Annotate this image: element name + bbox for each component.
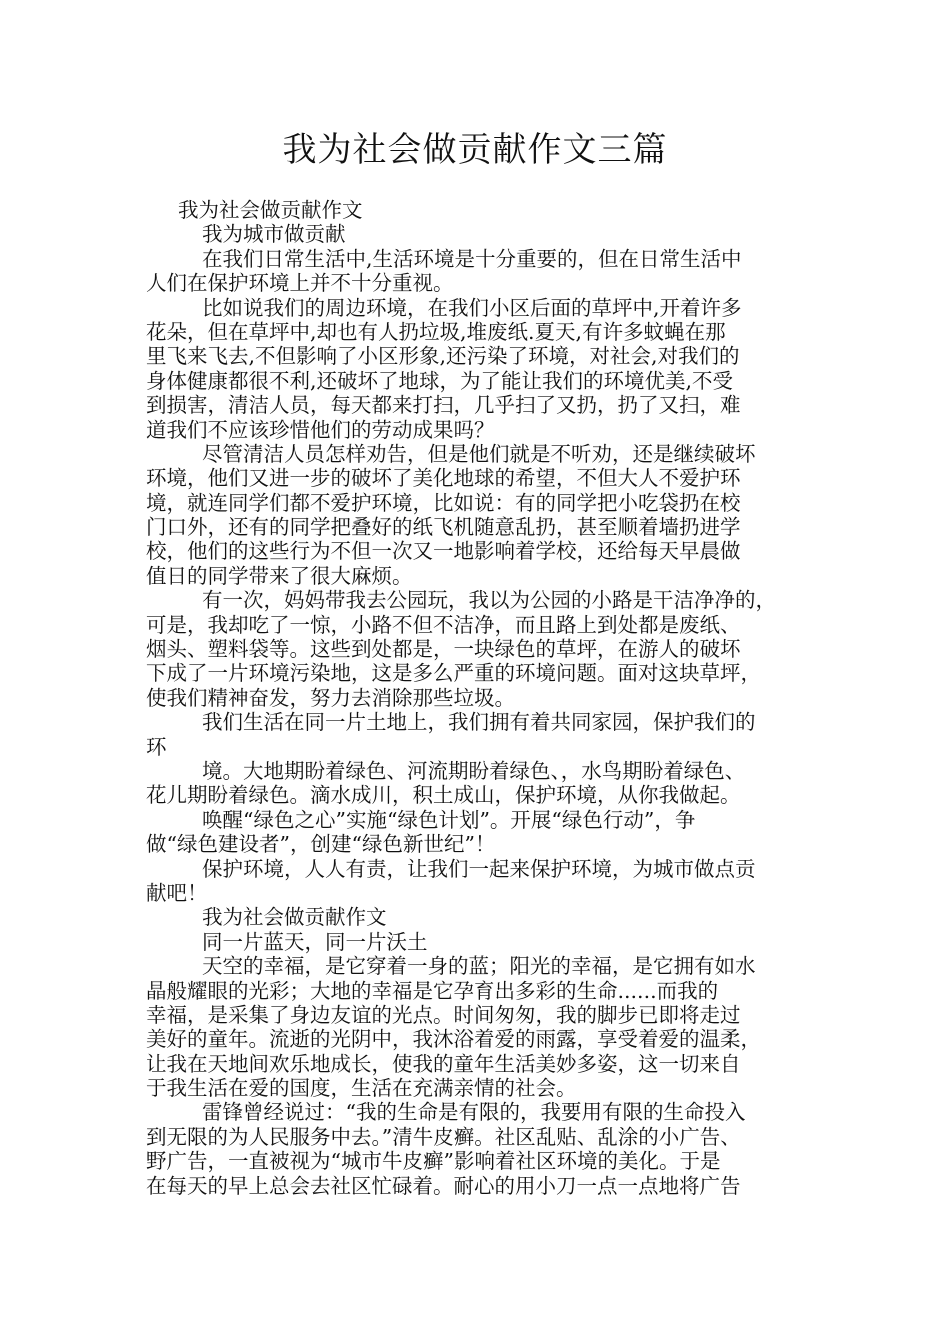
text-line: 花朵，但在草坪中,却也有人扔垃圾,堆废纸.夏天,有许多蚊蝇在那: [146, 319, 726, 344]
text-line: 人们在保护环境上并不十分重视。: [146, 271, 454, 296]
text-line: 里飞来飞去,不但影响了小区形象,还污染了环境，对社会,对我们的: [146, 344, 740, 369]
document-body: [146, 198, 810, 1198]
text-line: 环境，他们又进一步的破坏了美化地球的希望，不但大人不爱护环: [146, 466, 741, 491]
text-line: 境。大地期盼着绿色、河流期盼着绿色、，水鸟期盼着绿色、: [202, 758, 746, 783]
text-line: 烟头、塑料袋等。这些到处都是，一块绿色的草坪，在游人的破坏: [146, 637, 741, 662]
text-line: 境，就连同学们都不爱护环境，比如说：有的同学把小吃袋扔在校: [146, 490, 741, 515]
text-line: 比如说我们的周边环境，在我们小区后面的草坪中,开着许多: [202, 295, 742, 320]
text-line: 有一次，妈妈带我去公园玩，我以为公园的小路是干洁净净的，: [202, 588, 776, 613]
text-line: 美好的童年。流逝的光阴中，我沐浴着爱的雨露，享受着爱的温柔，: [146, 1027, 761, 1052]
text-line: 我为社会做贡献作文: [202, 905, 387, 930]
text-line: 值日的同学带来了很大麻烦。: [146, 563, 413, 588]
text-line: 天空的幸福，是它穿着一身的蓝；阳光的幸福，是它拥有如水: [202, 954, 756, 979]
document-title: 我为社会做贡献作文三篇: [282, 130, 668, 170]
text-line: 晶般耀眼的光彩；大地的幸福是它孕育出多彩的生命......而我的: [146, 978, 719, 1003]
text-line: 做“绿色建设者”，创建“绿色新世纪”！: [146, 832, 496, 857]
text-line: 雷锋曾经说过：“我的生命是有限的，我要用有限的生命投入: [202, 1100, 746, 1125]
text-line: 身体健康都很不利,还破坏了地球，为了能让我们的环境优美,不受: [146, 368, 734, 393]
text-line: 使我们精神奋发，努力去消除那些垃圾。: [146, 685, 515, 710]
text-line: 下成了一片环境污染地，这是多么严重的环境问题。面对这块草坪，: [146, 661, 761, 686]
text-line: 到损害，清洁人员，每天都来打扫，几乎扫了又扔，扔了又扫，难: [146, 393, 741, 418]
text-line: 保护环境，人人有责，让我们一起来保护环境，为城市做点贡: [202, 856, 756, 881]
text-line: 到无限的为人民服务中去。”清牛皮癣。社区乱贴、乱涂的小广告、: [146, 1124, 741, 1149]
text-line: 环: [146, 734, 167, 759]
text-line: 我为城市做贡献: [202, 222, 346, 247]
text-line: 我们生活在同一片土地上，我们拥有着共同家园，保护我们的: [202, 710, 756, 735]
text-line: 门口外，还有的同学把叠好的纸飞机随意乱扔，甚至顺着墙扔进学: [146, 515, 741, 540]
text-line: 幸福，是采集了身边友谊的光点。时间匆匆，我的脚步已即将走过: [146, 1002, 741, 1027]
text-line: 让我在天地间欢乐地成长，使我的童年生活美妙多姿，这一切来自: [146, 1051, 741, 1076]
text-line: 于我生活在爱的国度，生活在充满亲情的社会。: [146, 1076, 577, 1101]
text-line: 同一片蓝天，同一片沃土: [202, 929, 428, 954]
text-line: 尽管清洁人员怎样劝告，但是他们就是不听劝，还是继续破坏: [202, 441, 756, 466]
text-line: 校，他们的这些行为不但一次又一地影响着学校，还给每天早晨做: [146, 539, 741, 564]
text-line: 唤醒“绿色之心”实施“绿色计划”。开展“绿色行动”，争: [202, 807, 696, 832]
text-line: 在我们日常生活中,生活环境是十分重要的，但在日常生活中: [202, 246, 742, 271]
text-line: 可是，我却吃了一惊，小路不但不洁净，而且路上到处都是废纸、: [146, 612, 741, 637]
text-line: 在每天的早上总会去社区忙碌着。耐心的用小刀一点一点地将广告: [146, 1173, 741, 1198]
text-line: 道我们不应该珍惜他们的劳动成果吗？: [146, 417, 495, 442]
text-line: 我为社会做贡献作文: [178, 198, 363, 222]
text-line: 花儿期盼着绿色。滴水成川，积土成山，保护环境，从你我做起。: [146, 783, 741, 808]
text-line: 野广告，一直被视为“城市牛皮癣”影响着社区环境的美化。于是: [146, 1149, 721, 1174]
text-line: 献吧！: [146, 880, 208, 905]
